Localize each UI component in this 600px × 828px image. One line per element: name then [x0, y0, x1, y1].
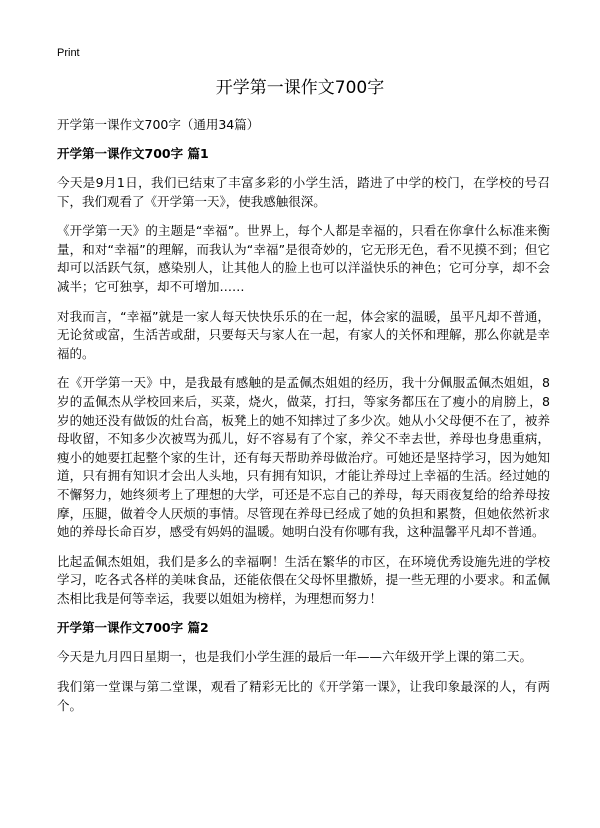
paragraph: 《开学第一天》的主题是“幸福”。世界上，每个人都是幸福的，只看在你拿什么标准来衡量，和对“幸福”的理解，而我认为“幸福”是很奇妙的，它无形无色，看不见摸不到；但它却可以活跃气氛，感染别人，让其他人的脸上也可以洋溢快乐的神色；它可分享，却不会减半；它可独享，却不可增加……: [57, 223, 550, 294]
paragraph: 对我而言，“幸福”就是一家人每天快快乐乐的在一起，体会家的温暖，虽平凡却不普通，无论贫或富，生活苦或甜，只要每天与家人在一起，有家人的关怀和理解，那么你就是幸福的。: [57, 308, 550, 361]
paragraph: 我们第一堂课与第二堂课，观看了精彩无比的《开学第一课》，让我印象最深的人，有两个。: [57, 679, 550, 713]
section-1: [57, 145, 550, 608]
section-2: [57, 619, 550, 715]
page-title: 开学第一课作文700字: [215, 78, 385, 98]
paragraph: 今天是九月四日星期一，也是我们小学生涯的最后一年——六年级开学上课的第二天。: [57, 649, 533, 665]
paragraph: 比起孟佩杰姐姐，我们是多么的幸福啊！生活在繁华的市区，在环境优秀设施先进的学校学习，吃各式各样的美味食品，还能依偎在父母怀里撒娇，提一些无理的小要求。和孟佩杰相比我是何等幸运，我要以姐姐为榜样，为理想而努力！: [57, 553, 550, 606]
paragraph: 在《开学第一天》中，是我最有感触的是孟佩杰姐姐的经历，我十分佩服孟佩杰姐姐，8岁的孟佩杰从学校回来后，买菜，烧火，做菜，打扫，等家务都压在了瘦小的肩膀上，8岁的她还没有做饭的灶台高，板凳上的她不知摔过了多少次。她从小父母便不在了，被养母收留，不知多少次被骂为孤儿，好不容易有了个家，养父不幸去世，养母也身患重病，瘦小的她要扛起整个家的生计，还有每天帮助养母做治疗。可她还是坚持学习，因为她知道，只有拥有知识才会出人头地，只有拥有知识，才能让养母过上幸福的生活。经过她的不懈努力，她终须考上了理想的大学，可还是不忘自己的养母，每天雨夜复给的给养母按摩，压腿，做着令人厌烦的事情。尽管现在养母已经成了她的负担和累赘，但她依然祈求她的养母长命百岁，感受有妈妈的温暖。她明白没有你哪有我，这种温馨平凡却不普通。: [57, 375, 550, 540]
paragraph: 今天是9月1日，我们已结束了丰富多彩的小学生活，踏进了中学的校门，在学校的号召下，我们观看了《开学第一天》，使我感触很深。: [57, 175, 550, 209]
print-label[interactable]: Print: [57, 47, 80, 59]
article-body: [57, 116, 550, 726]
section-heading: 开学第一课作文700字 篇1: [57, 146, 209, 161]
article-subtitle: 开学第一课作文700字（通用34篇）: [57, 117, 260, 132]
section-heading: 开学第一课作文700字 篇2: [57, 620, 209, 636]
